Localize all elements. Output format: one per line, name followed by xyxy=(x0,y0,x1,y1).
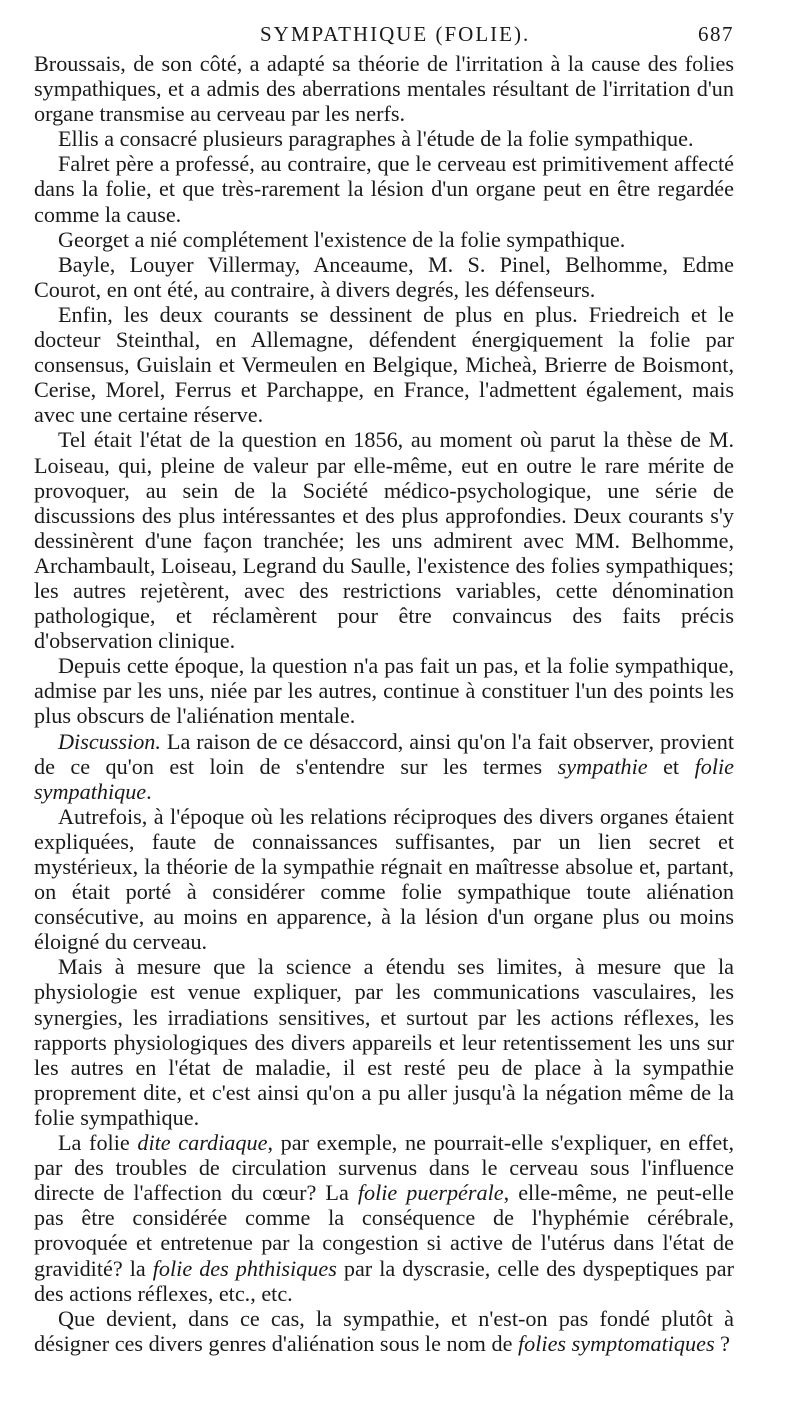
emphasis: folie sympathique xyxy=(34,753,734,804)
paragraph: Bayle, Louyer Villermay, Anceaume, M. S. Pinel, Belhomme, Edme Courot, en ont été, au contraire, à divers degrés, les défenseurs. xyxy=(34,251,734,302)
body-text xyxy=(34,51,734,1356)
paragraph-text: . xyxy=(146,778,152,804)
paragraph-text: , par exemple, ne pourrait-elle s'expliquer, en effet, par des troubles de circulation survenus dans le cerveau sous l'influence directe de l'affection du cœur? La xyxy=(34,1130,734,1206)
emphasis: folies symptomatiques xyxy=(517,1330,715,1356)
paragraph xyxy=(34,1306,734,1356)
section-lead: Discussion. xyxy=(58,728,161,754)
running-header xyxy=(260,22,734,47)
paragraph-text: La raison de ce désaccord, ainsi qu'on l'a fait observer, provient de ce qu'on est loin de s'entendre sur les termes xyxy=(34,728,734,779)
page-number: 687 xyxy=(698,22,734,46)
paragraph-text: par la dyscrasie, celle des dyspeptiques par des actions réflexes, etc., etc. xyxy=(34,1255,734,1306)
paragraph: Enfin, les deux courants se dessinent de plus en plus. Friedreich et le docteur Steinthal, en Allemagne, défendent énergiquement la folie par consensus, Guislain et Vermeulen en Belgique, Micheà, Brierre de Boismont, Cerise, Morel, Ferrus et Parchappe, en France, l'admettent également, mais avec une certaine réserve. xyxy=(34,301,734,428)
paragraph xyxy=(34,1130,734,1306)
paragraph: Autrefois, à l'époque où les relations réciproques des divers organes étaient expliquées, faute de connaissances suffisantes, par un lien secret et mystérieux, la théorie de la sympathie régnait en maîtresse absolue et, partant, on était porté à considérer comme folie sympathique toute aliénation consécutive, au moins en apparence, à la lésion d'un organe plus ou moins éloigné du cerveau. xyxy=(34,803,734,955)
paragraph: Broussais, de son côté, a adapté sa théorie de l'irritation à la cause des folies sympathiques, et a admis des aberrations mentales résultant de l'irritation d'un organe transmise au cerveau par les nerfs. xyxy=(34,51,734,127)
paragraph-text: La folie xyxy=(58,1130,138,1156)
running-title: SYMPATHIQUE (FOLIE). xyxy=(260,22,531,46)
paragraph: Mais à mesure que la science a étendu ses limites, à mesure que la physiologie est venue expliquer, par les communications vasculaires, les synergies, les irradiations sensitives, et surtout par les actions réflexes, les rapports physiologiques des divers appareils et leur retentissement les uns sur les autres en l'état de maladie, il est resté peu de place à la sympathie proprement dite, et c'est ainsi qu'on a pu aller jusqu'à la négation même de la folie sympathique. xyxy=(34,954,734,1130)
emphasis: folie des phthisiques xyxy=(152,1255,337,1281)
paragraph-text: , elle-même, ne peut-elle pas être considérée comme la conséquence de l'hyphémie cérébrale, provoquée et entretenue par la congestion si active de l'utérus dans l'état de gravidité? la xyxy=(34,1180,734,1281)
paragraph: Ellis a consacré plusieurs paragraphes à l'étude de la folie sympathique. xyxy=(58,126,694,152)
paragraph-text: ? xyxy=(714,1330,730,1356)
paragraph: Depuis cette époque, la question n'a pas fait un pas, et la folie sympathique, admise par les uns, niée par les autres, continue à constituer l'un des points les plus obscurs de l'aliénation mentale. xyxy=(34,653,734,729)
emphasis: sympathie xyxy=(557,753,648,779)
paragraph xyxy=(34,729,734,804)
emphasis: folie puerpérale xyxy=(357,1180,504,1206)
emphasis: dite cardiaque xyxy=(137,1130,268,1156)
paragraph-text: Que devient, dans ce cas, la sympathie, et n'est-on pas fondé plutôt à désigner ces divers genres d'aliénation sous le nom de xyxy=(34,1305,734,1356)
paragraph: Falret père a professé, au contraire, que le cerveau est primitivement affecté dans la folie, et que très-rarement la lésion d'un organe peut en être regardée comme la cause. xyxy=(34,151,734,227)
paragraph-text: et xyxy=(647,753,695,779)
paragraph: Georget a nié complétement l'existence de la folie sympathique. xyxy=(58,226,626,252)
paragraph: Tel était l'état de la question en 1856, au moment où parut la thèse de M. Loiseau, qui, pleine de valeur par elle-même, eut en outre le rare mérite de provoquer, au sein de la Société médico-psychologique, une série de discussions des plus intéressantes et des plus approfondies. Deux courants s'y dessinèrent d'une façon tranchée; les uns admirent avec MM. Belhomme, Archambault, Loiseau, Legrand du Saulle, l'existence des folies sympathiques; les autres rejetèrent, avec des restrictions variables, cette dénomination pathologique, et réclamèrent pour être convaincus des faits précis d'observation clinique. xyxy=(34,427,734,654)
